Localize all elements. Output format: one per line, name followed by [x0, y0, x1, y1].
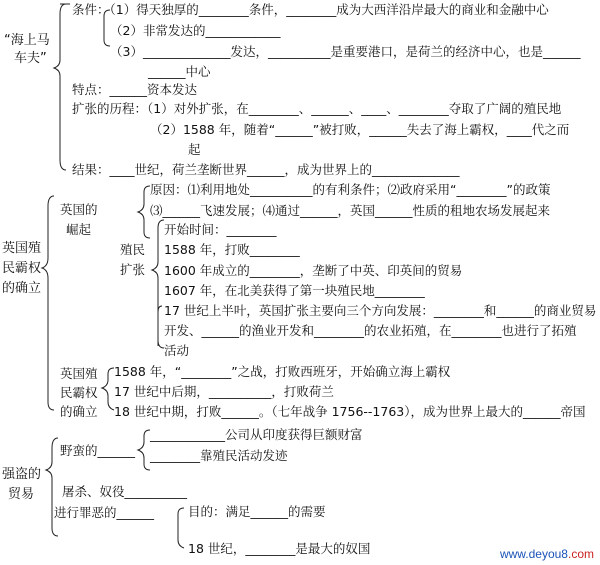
- robbery-title-line1: 强盗的: [2, 467, 42, 482]
- dutch-title-line1: “海上马: [4, 33, 50, 48]
- est-brace: [102, 368, 114, 410]
- watermark-main: www.deyou8: [499, 547, 568, 561]
- watermark: [500, 547, 594, 561]
- dutch-condition-3b: ______中心: [148, 64, 211, 79]
- dutch-feature: 特点：______资本发达: [72, 82, 198, 97]
- colonial-start-time: 开始时间：________: [164, 222, 277, 237]
- establish-title-line1: 英国殖: [60, 366, 98, 381]
- establish-title-line3: 的确立: [60, 404, 98, 419]
- dutch-condition-2: （2）非常发达的____________: [110, 23, 281, 38]
- colonial-1588: 1588 年，打败________: [164, 242, 300, 257]
- rise-title-line1: 英国的: [60, 202, 98, 217]
- british-title-line3: 的确立: [2, 281, 42, 296]
- colonial-17th-a: 17 世纪上半叶，英国扩张主要向三个方向发展：________和______的商业贸易: [164, 303, 597, 318]
- rise-title-line2: 崛起: [66, 222, 92, 237]
- british-title-line1: 英国殖: [2, 241, 42, 256]
- crime-brace: [178, 508, 184, 548]
- colonial-title-line2: 扩张: [120, 262, 146, 277]
- british-main-brace: [42, 196, 54, 410]
- colonial-title-line1: 殖民: [120, 242, 146, 257]
- establish-1588: 1588 年，“________”之战，打败西班牙，开始确立海上霸权: [114, 364, 451, 379]
- crime-item-2: 18 世纪，________是最大的奴国: [188, 541, 371, 556]
- savage-item-2: ________靠殖民活动发迹: [150, 448, 288, 463]
- crime-label: 进行罪恶的______: [54, 505, 155, 520]
- rise-reason-2: ⑶______飞速发展；⑷通过______，英国______性质的租地农场发展起来: [150, 203, 551, 218]
- savage-item-1: ____________公司从印度获得巨额财富: [150, 427, 363, 442]
- establish-title-line2: 民霸权: [60, 385, 98, 400]
- dutch-result: 结果：____世纪，荷兰垄断世界______，成为世界上的______________: [72, 162, 460, 177]
- col5-brace: [158, 306, 162, 346]
- dutch-condition-1: 条件：（1）得天独厚的________条件，________成为大西洋沿岸最大的商业和金融中心: [72, 2, 549, 17]
- robbery-main-brace: [46, 438, 58, 536]
- dutch-expansion-3: 起: [188, 142, 201, 157]
- colonial-17th-b: 开发、______的渔业开发和________的农业拓殖，在________也进行了拓殖: [164, 323, 577, 338]
- dutch-condition-3a: （3）______________发达，__________是重要港口，是荷兰的经济中心，也是______: [110, 44, 581, 59]
- dutch-expansion-2: （2）1588 年，随着“______”被打败，______失去了海上霸权，____代之而: [150, 122, 570, 137]
- watermark-tail: .com: [567, 547, 594, 561]
- colonial-1607: 1607 年，在北美获得了第一块殖民地________: [164, 283, 425, 298]
- colonial-1600: 1600 年成立的________，垄断了中英、印英间的贸易: [164, 263, 463, 278]
- establish-18th: 18 世纪中期，打败______。（七年战争 1756--1763），成为世界上最大的______帝国: [114, 404, 586, 419]
- establish-17th: 17 世纪中后期，__________，打败荷兰: [114, 384, 334, 399]
- british-title-line2: 民霸权: [2, 261, 42, 276]
- dutch-main-brace: [54, 4, 66, 170]
- rise-reason-1: 原因：⑴利用地处__________的有利条件；⑵政府采用“________”的政策: [150, 182, 551, 197]
- robbery-title-line2: 贸易: [8, 487, 35, 502]
- dutch-title-line2: 车夫”: [14, 51, 47, 66]
- rise-brace: [138, 186, 150, 238]
- savage-label: 野蛮的______: [60, 443, 136, 458]
- dutch-expansion-1: 扩张的历程：（1）对外扩张，在________、______、____、________夺取了广阔的殖民地: [72, 101, 562, 116]
- crime-item-1: 目的：满足______的需要: [188, 504, 326, 519]
- savage-brace: [138, 430, 150, 470]
- massacre-label: 屠杀、奴役__________: [62, 484, 188, 499]
- colonial-17th-c: 活动: [164, 343, 190, 358]
